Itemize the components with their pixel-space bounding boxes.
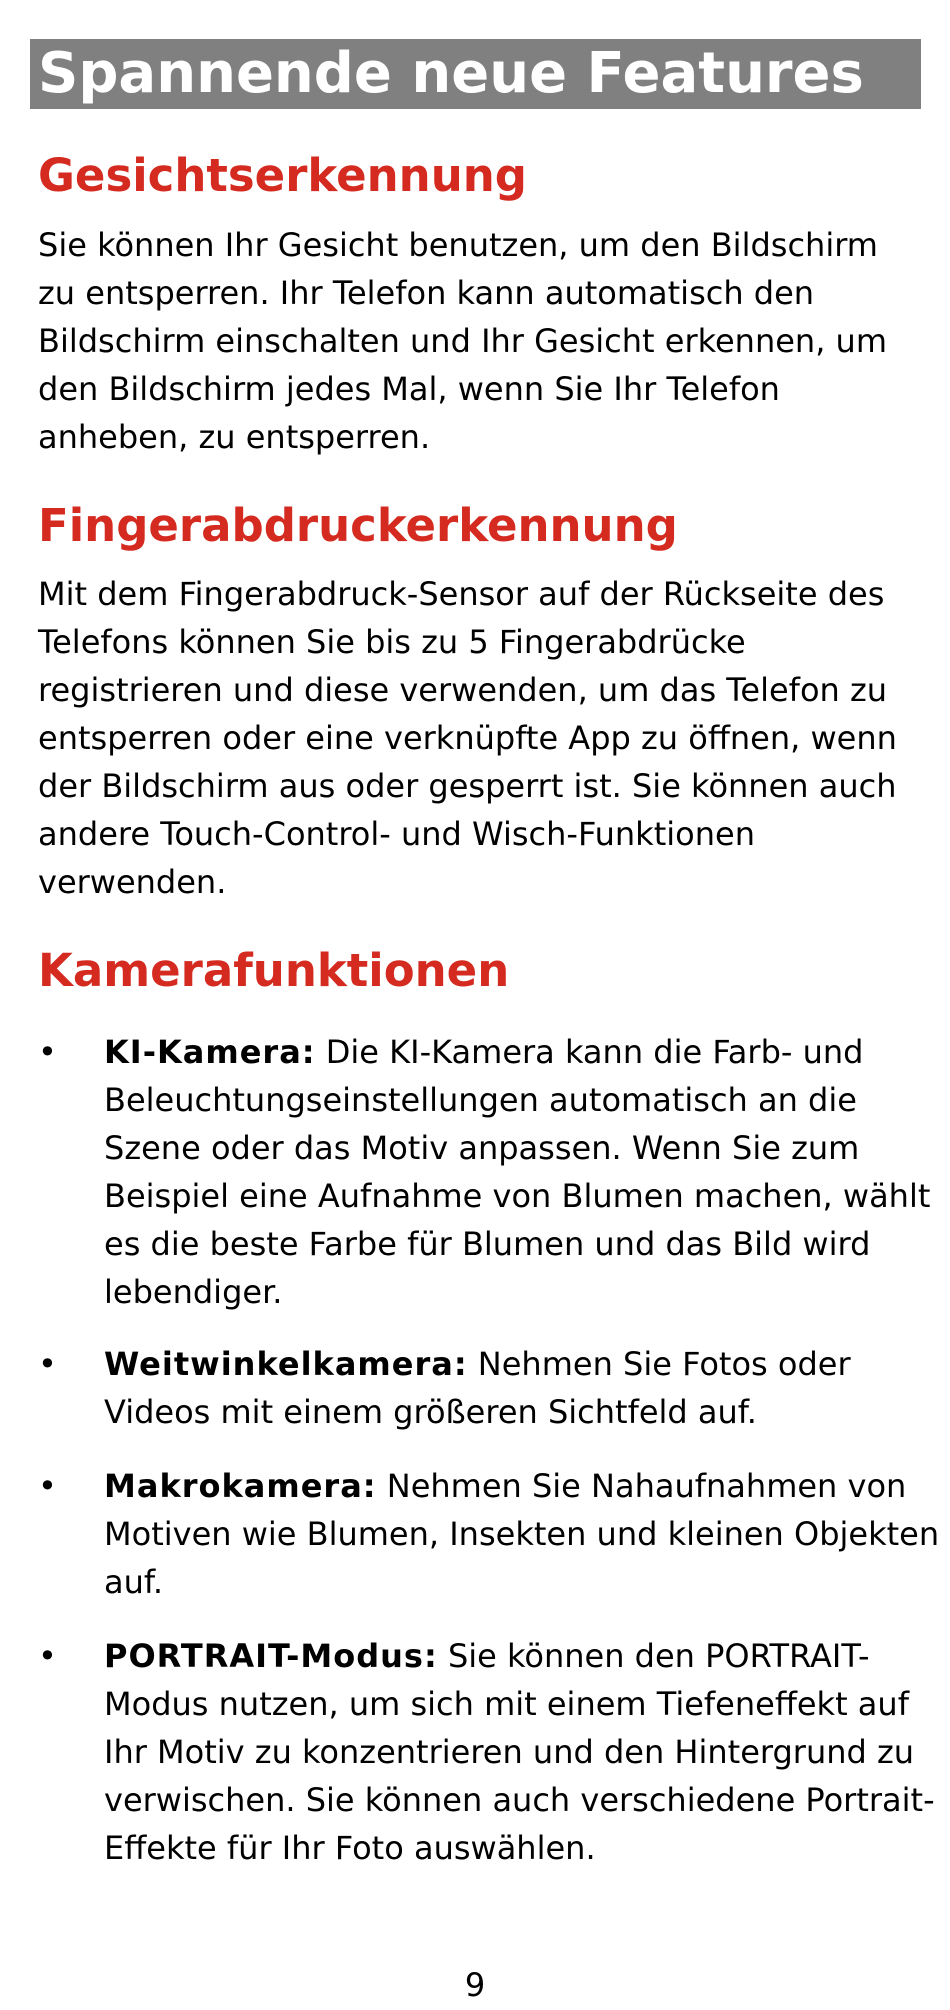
camera-feature-wide-angle-term: Weitwinkelkamera: <box>104 1345 468 1383</box>
fingerprint-text: Mit dem Fingerabdruck-Sensor auf der Rückseite des Telefons können Sie bis zu 5 Fingerabdrücke registrieren und diese verwenden, um das Telefon zu entsperren oder eine verknüpfte App zu öffnen, wenn der Bildschirm aus oder gesperrt ist. Sie können auch andere Touch-Control- und Wisch-Funktionen verwenden. <box>38 575 897 901</box>
bullet-icon: • <box>38 1033 57 1071</box>
section-heading-face-recognition: Gesichtserkennung <box>38 149 527 202</box>
page-number: 9 <box>464 1966 486 2004</box>
camera-feature-macro-text: Nehmen Sie Nahaufnahmen von Motiven wie Blumen, Insekten und kleinen Objekten auf. <box>104 1467 940 1601</box>
page-title: Spannende neue Features <box>38 41 864 106</box>
camera-feature-ai-body <box>104 1028 950 1316</box>
camera-feature-portrait-text: Sie können den PORTRAIT-Modus nutzen, um sich mit einem Tiefeneffekt auf Ihr Motiv zu konzentrieren und den Hintergrund zu verwischen. Sie können auch verschiedene Portrait-Effekte für Ihr Foto auswählen. <box>104 1637 935 1867</box>
bullet-icon: • <box>38 1637 57 1675</box>
camera-feature-ai-text: Die KI-Kamera kann die Farb- und Beleuchtungseinstellungen automatisch an die Szene oder das Motiv anpassen. Wenn Sie zum Beispiel eine Aufnahme von Blumen machen, wählt es die beste Farbe für Blumen und das Bild wird lebendiger. <box>104 1033 931 1311</box>
section-heading-camera: Kamerafunktionen <box>38 944 510 997</box>
section-heading-fingerprint: Fingerabdruckerkennung <box>38 499 678 552</box>
bullet-icon: • <box>38 1345 57 1383</box>
camera-feature-wide-angle-body <box>104 1340 950 1436</box>
camera-feature-portrait-body <box>104 1632 950 1872</box>
page-title-bar <box>30 39 921 109</box>
camera-feature-macro-term: Makrokamera: <box>104 1467 377 1505</box>
camera-feature-macro-body <box>104 1462 950 1606</box>
bullet-icon: • <box>38 1467 57 1505</box>
camera-feature-ai-term: KI-Kamera: <box>104 1033 316 1071</box>
camera-feature-portrait-term: PORTRAIT-Modus: <box>104 1637 438 1675</box>
camera-feature-wide-angle-text: Nehmen Sie Fotos oder Videos mit einem größeren Sichtfeld auf. <box>104 1345 851 1431</box>
face-recognition-text: Sie können Ihr Gesicht benutzen, um den Bildschirm zu entsperren. Ihr Telefon kann automatisch den Bildschirm einschalten und Ihr Gesicht erkennen, um den Bildschirm jedes Mal, wenn Sie Ihr Telefon anheben, zu entsperren. <box>38 226 887 456</box>
